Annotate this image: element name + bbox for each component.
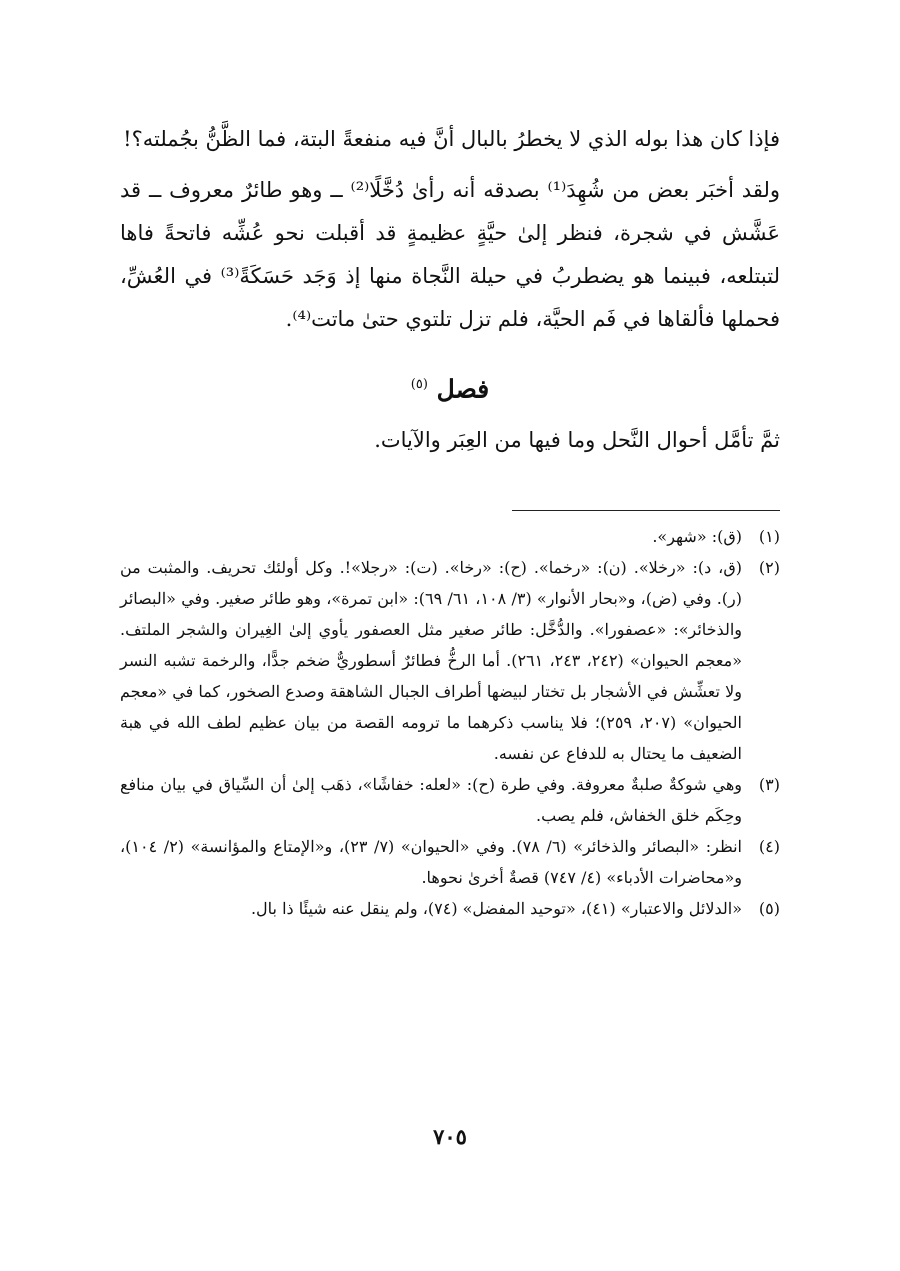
page-number: ٧٠٥ [433,1124,467,1149]
footnote-number: (٥) [758,899,780,919]
footnote-item [120,521,780,552]
footnote-number: (١) [758,527,780,547]
footnote-item [120,552,780,769]
footnote-divider [512,510,780,511]
footnote-number: (٣) [758,775,780,795]
footnote-text: «الدلائل والاعتبار» (٤١)، «توحيد المفضل» (٧٤)، ولم ينقل عنه شيئًا ذا بال. [250,899,742,919]
footnote-text: (ق، د): «رخلا». (ن): «رخما». (ح): «رخا». (ت): «رجلا»!. وكل أولئك تحريف. والمثبت من (ر). وفي (ض)، و«بحار الأنوار» (٣/ ١٠٨، ٦١/ ٦٩): «ابن تمرة»، وهو طائر صغير. وفي «البصائر والذخائر»: «عصفورا». والدُّخَّل: طائر صغير مثل العصفور يأوي إلىٰ الغِيران والشجر الملتف. «معجم الحيوان» (٢٤٢، ٢٤٣، ٢٦١). أما الرخُّ فطائرٌ أسطوريٌّ ضخم جدًّا، والرخمة تشبه النسر ولا تعشِّش في الأشجار بل تختار لبيضها أطراف الجبال الشاهقة وصدع الصخور، كما في «معجم الحيوان» (٢٠٧، ٢٥٩)؛ فلا يناسب ذكرهما ما ترومه القصة من بيان عظيم لطف الله في هبة الضعيف ما يحتال به للدفاع عن نفسه. [120,558,743,764]
footnote-item [120,831,780,893]
section-heading-footnote-ref: (٥) [410,377,428,392]
footnote-item [120,769,780,831]
footnote-item [120,893,780,924]
page-body [120,118,780,924]
footnote-number: (٢) [758,558,780,578]
footnote-text: (ق): «شهر». [652,527,742,547]
footnote-text: انظر: «البصائر والذخائر» (٦/ ٧٨). وفي «الحيوان» (٧/ ٢٣)، و«الإمتاع والمؤانسة» (٢/ ١٠٤)، و«محاضرات الأدباء» (٤/ ٧٤٧) قصةٌ أخرىٰ نحوها. [120,837,742,888]
paragraph-3: ثمَّ تأمَّل أحوال النَّحل وما فيها من العِبَر والآيات. [374,428,780,453]
footnotes [120,521,780,924]
section-heading [120,365,780,409]
footnote-text: وهي شوكةٌ صلبةٌ معروفة. وفي طرة (ح): «لعله: خفاشًا»، ذهَب إلىٰ أن السِّياق في بيان منافع وحِكَم خلق الخفاش، فلم يصب. [120,775,742,826]
paragraph-2: ولقد أخبَر بعض من شُهِدَ⁽¹⁾ بصدقه أنه رأىٰ دُخَّلًا⁽²⁾ ــ وهو طائرٌ معروف ــ قد عَشَّش في شجرة، فنظر إلىٰ حيَّةٍ عظيمةٍ قد أقبلت نحو عُشِّه فاتحةً فاها لتبتلعه، فبينما هو يضطربُ في حيلة النَّجاة منها إذ وَجَد حَسَكَةً⁽³⁾ في العُشِّ، فحملها فألقاها في فَم الحيَّة، فلم تزل تلتوي حتىٰ ماتت⁽⁴⁾. [120,178,780,331]
section-heading-label: فصل [436,374,490,404]
footnote-number: (٤) [758,837,780,857]
paragraph-1: فإذا كان هذا بوله الذي لا يخطرُ بالبال أنَّ فيه منفعةً البتة، فما الظَّنُّ بجُملته؟! [123,127,780,151]
main-text [120,118,780,462]
